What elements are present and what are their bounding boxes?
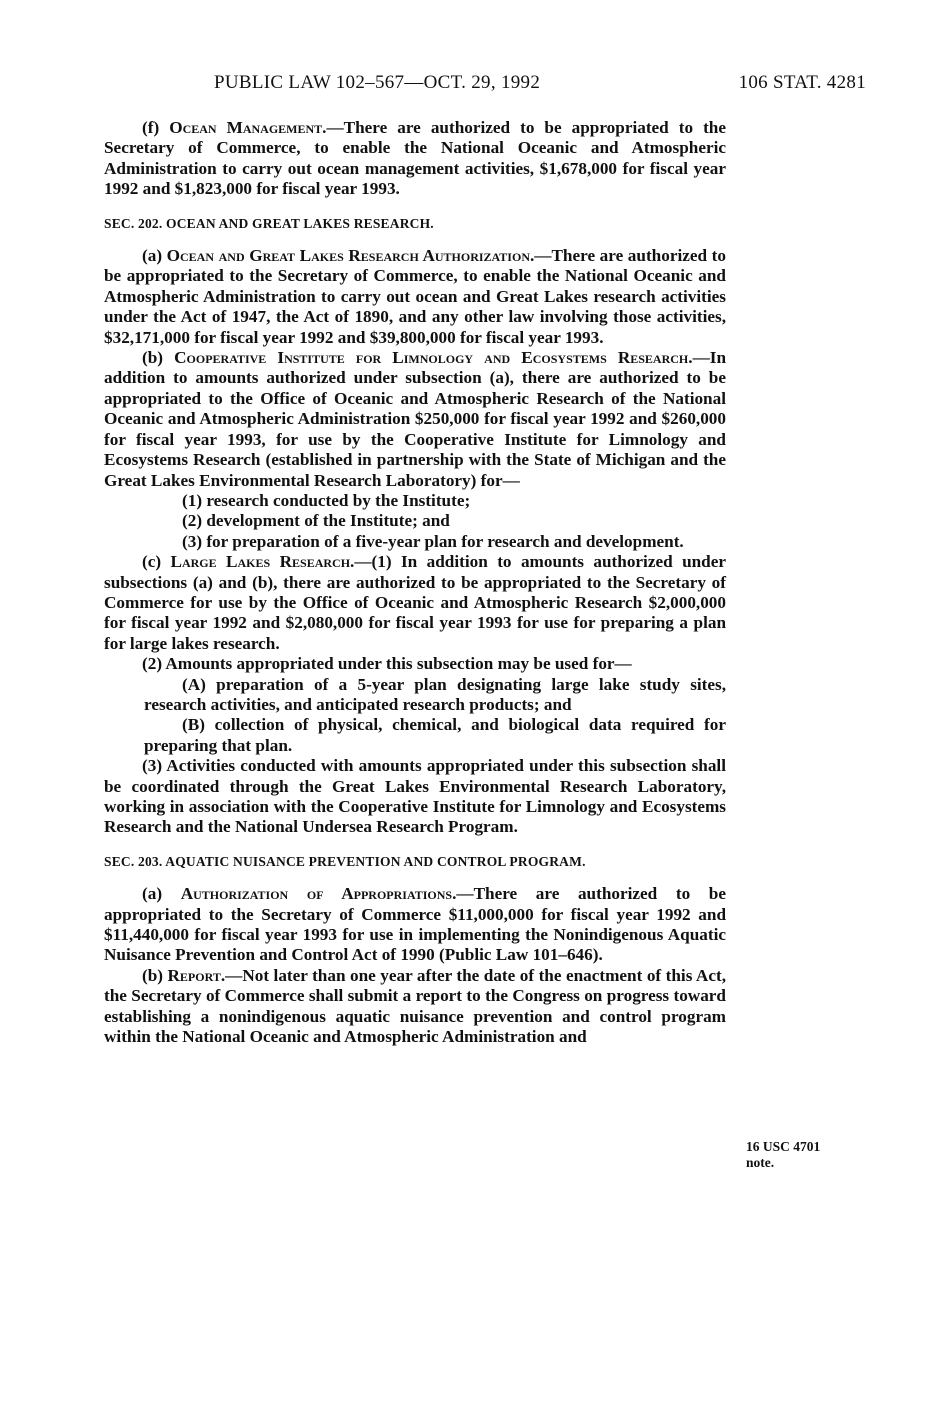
running-head — [214, 72, 866, 100]
margin-note-citation: 16 USC 4701 — [746, 1139, 821, 1154]
subsection-heading: Large Lakes Research — [170, 552, 351, 572]
list-item: (B) collection of physical, chemical, and biological data required for preparing that plan. — [144, 715, 726, 755]
list-item: (A) preparation of a 5-year plan designating large lake study sites, research activities, and anticipated research products; and — [144, 674, 726, 714]
running-head-stat-page: 106 STAT. 4281 — [738, 72, 866, 93]
subsection-203-a: (a) Authorization of Appropriations.—There are authorized to be appropriated to the Secretary of Commerce $11,000,000 for fiscal year 1992 and $11,440,000 for fiscal year 1993 for use in implementing the Nonindigenous Aquatic Nuisance Prevention and Control Act of 1990 (Public Law 101–646). — [104, 884, 726, 965]
margin-note — [746, 1139, 856, 1171]
section-203-heading: SEC. 203. AQUATIC NUISANCE PREVENTION AND CONTROL PROGRAM. — [104, 853, 586, 869]
list-item: (3) for preparation of a five-year plan for research and development. — [182, 531, 684, 551]
paragraph-202-c-3: (3) Activities conducted with amounts appropriated under this subsection shall be coordinated through the Great Lakes Environmental Research Laboratory, working in association with the Cooperative Institute for Limnology and Ecosystems Research and the National Undersea Research Program. — [104, 756, 726, 837]
section-202-heading: SEC. 202. OCEAN AND GREAT LAKES RESEARCH. — [104, 215, 434, 231]
subsection-heading: Ocean and Great Lakes Research Authorization — [166, 246, 530, 266]
paragraph-f-ocean-management: (f) Ocean Management.—There are authorized to be appropriated to the Secretary of Commerce, to enable the National Oceanic and Atmospheric Administration to carry out ocean management activities, $1,678,000 for fiscal year 1992 and $1,823,000 for fiscal year 1993. — [104, 118, 726, 199]
subsection-202-a: (a) Ocean and Great Lakes Research Authorization.—There are authorized to be appropriated to the Secretary of Commerce, to enable the National Oceanic and Atmospheric Administration to carry out ocean and Great Lakes research activities under the Act of 1947, the Act of 1890, and any other law involving those activities, $32,171,000 for fiscal year 1992 and $39,800,000 for fiscal year 1993. — [104, 246, 726, 347]
subsection-heading: Cooperative Institute for Limnology and Ecosystems Research — [174, 348, 689, 368]
list-item: (2) development of the Institute; and — [182, 511, 450, 531]
list-item: (1) research conducted by the Institute; — [182, 490, 471, 510]
subsection-heading: Report — [167, 965, 221, 985]
subsection-203-b: (b) Report.—Not later than one year after the date of the enactment of this Act, the Secretary of Commerce shall submit a report to the Congress on progress toward establishing a nonindigenous aquatic nuisance prevention and control program within the National Oceanic and Atmospheric Administration and — [104, 965, 726, 1047]
subsection-heading: Authorization of Appropriations — [180, 884, 453, 904]
paragraph-202-c-2: (2) Amounts appropriated under this subsection may be used for— — [142, 654, 632, 674]
subsection-202-c: (c) Large Lakes Research.—(1) In addition to amounts authorized under subsections (a) and (b), there are authorized to be appropriated to the Secretary of Commerce for use by the Office of Oceanic and Atmospheric Research $2,000,000 for fiscal year 1992 and $2,080,000 for fiscal year 1993 for use for preparing a plan for large lakes research. — [104, 552, 727, 653]
margin-note-suffix: note. — [746, 1155, 775, 1170]
statute-body — [104, 118, 726, 1047]
paragraph-heading: Ocean Management — [169, 118, 323, 137]
running-head-citation: PUBLIC LAW 102–567—OCT. 29, 1992 — [214, 72, 541, 93]
subsection-202-b: (b) Cooperative Institute for Limnology and Ecosystems Research.—In addition to amounts authorized under subsection (a), there are authorized to be appropriated to the Office of Oceanic and Atmospheric Research of the National Oceanic and Atmospheric Administration $250,000 for fiscal year 1992 and $260,000 for fiscal year 1993, for use by the Cooperative Institute for Limnology and Ecosystems Research (established in partnership with the State of Michigan and the Great Lakes Environmental Research Laboratory) for— — [104, 348, 726, 490]
